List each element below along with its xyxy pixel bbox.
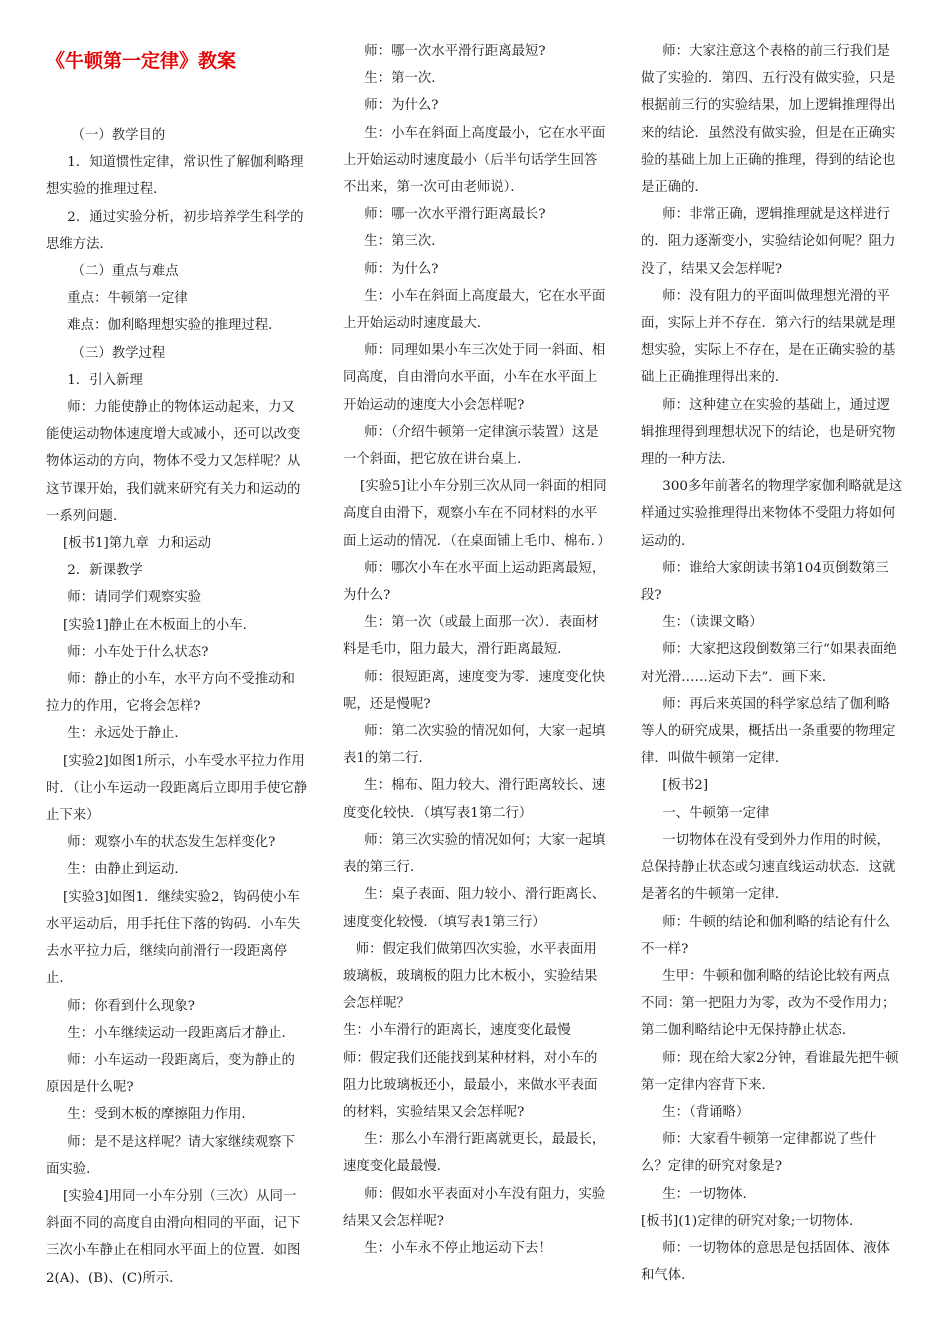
- paragraph: [板书](1)定律的研究对象;一切物体．: [641, 1213, 863, 1229]
- paragraph: 1．引入新理: [46, 372, 143, 388]
- paragraph: 一、牛顿第一定律: [641, 805, 770, 821]
- paragraph: 师：小车运动一段距离后，变为静止的原因是什么呢?: [46, 1052, 295, 1096]
- paragraph: 生：那么小车滑行距离就更长，最最长，速度变化最最慢．: [343, 1132, 606, 1175]
- page-title: 《牛顿第一定律》教案: [46, 50, 237, 72]
- paragraph: [实验3]如图1．继续实验2，钩码使小车水平运动后，用手托住下落的钩码．小车失去水平拉力后，继续向前滑行一段距离停止．: [46, 889, 301, 987]
- paragraph: 生：一切物体．: [641, 1186, 757, 1202]
- paragraph: 难点：伽利略理想实验的推理过程．: [46, 318, 282, 334]
- paragraph: 师：大家看牛顿第一定律都说了些什么？定律的研究对象是?: [641, 1132, 877, 1175]
- paragraph: 1．知道惯性定律，常识性了解伽利略理想实验的推理过程．: [46, 155, 304, 198]
- paragraph: 生：（背诵略）: [641, 1104, 750, 1120]
- paragraph: 师：哪一次水平滑行距离最长?: [343, 207, 546, 223]
- paragraph: 师：现在给大家2分钟，看谁最先把牛顿第一定律内容背下来．: [641, 1050, 899, 1093]
- paragraph: 生：小车继续运动一段距离后才静止．: [46, 1025, 295, 1041]
- paragraph: 师：你看到什么现象?: [46, 998, 195, 1014]
- paragraph: 师：同理如果小车三次处于同一斜面、相同高度，自由滑向水平面，小车在水平面上开始运动的速度大小会怎样呢?: [343, 343, 606, 413]
- paragraph: 师：为什么?: [343, 98, 439, 114]
- paragraph: 师：没有阻力的平面叫做理想光滑的平面，实际上并不存在．第六行的结果就是理想实验，实际上不存在，是在正确实验的基础上正确推理得出来的．: [641, 288, 896, 386]
- paragraph: 2．通过实验分析，初步培养学生科学的思维方法．: [46, 209, 304, 252]
- paragraph: 师：小车处于什么状态?: [46, 644, 209, 660]
- paragraph: 师：假如水平表面对小车没有阻力，实验结果又会怎样呢?: [343, 1186, 606, 1229]
- paragraph: （二）重点与难点: [46, 264, 179, 280]
- paragraph: 师：谁给大家朗读书第104页倒数第三段?: [641, 560, 889, 604]
- paragraph: 师：再后来英国的科学家总结了伽利略等人的研究成果，概括出一条重要的物理定律．叫做牛顿第一定律．: [641, 696, 896, 767]
- paragraph: 300多年前著名的物理学家伽利略就是这样通过实验推理得出来物体不受阻力将如何运动的．: [641, 479, 903, 549]
- paragraph: 生：第一次．: [343, 71, 445, 87]
- paragraph: 师：假定我们做第四次实验，水平表面用玻璃板，玻璃板的阻力比木板小，实验结果会怎样呢？: [343, 941, 598, 1012]
- paragraph: 师：观察小车的状态发生怎样变化?: [46, 835, 276, 851]
- paragraph: 生：桌子表面、阻力较小、滑行距离长、速度变化较慢．（填写表1第三行）: [343, 887, 606, 930]
- paragraph: 师：为什么?: [343, 261, 439, 277]
- paragraph: 师：力能使静止的物体运动起来，力又能使运动物体速度增大或减小，还可以改变物体运动的方向，物体不受力又怎样呢？从这节课开始，我们就来研究有关力和运动的一系列问题．: [46, 400, 301, 524]
- paragraph: 2．新课教学: [46, 563, 143, 579]
- paragraph: （三）教学过程: [46, 345, 166, 361]
- paragraph: 师：这种建立在实验的基础上，通过逻辑推理得到理想状况下的结论，也是研究物理的一种方法．: [641, 397, 896, 468]
- paragraph: 师：静止的小车，水平方向不受推动和拉力的作用，它将会怎样?: [46, 672, 295, 715]
- column-right: [641, 38, 903, 1289]
- paragraph: [实验1]静止在木板面上的小车．: [46, 617, 257, 633]
- paragraph: 师：大家注意这个表格的前三行我们是做了实验的．第四、五行没有做实验，只是根据前三行的实验结果，加上逻辑推理得出来的结论．虽然没有做实验，但是在正确实验的基础上加上正确的推理，得到的结论也是正确的．: [641, 44, 896, 196]
- paragraph: 生：第一次（或最上面那一次）．表面材料是毛巾，阻力最大，滑行距离最短．: [343, 615, 599, 658]
- paragraph: 一切物体在没有受到外力作用的时候，总保持静止状态或匀速直线运动状态．这就是著名的牛顿第一定律．: [641, 832, 896, 903]
- paragraph: 生：小车在斜面上高度最大，它在水平面上开始运动时速度最大．: [343, 288, 606, 332]
- paragraph: 师：非常正确，逻辑推理就是这样进行的．阻力逐渐变小，实验结论如何呢？阻力没了，结果又会怎样呢?: [641, 207, 896, 277]
- paragraph: 生：受到木板的摩擦阻力作用．: [46, 1107, 255, 1123]
- paragraph: 师：请同学们观察实验: [46, 590, 202, 606]
- paragraph: 生：第三次．: [343, 234, 445, 250]
- paragraph: 生：（读课文略）: [641, 615, 763, 631]
- paragraph: 师：是不是这样呢？请大家继续观察下面实验．: [46, 1134, 295, 1177]
- column-left-body: [46, 122, 308, 1292]
- paragraph: 生：小车滑行的距离长，速度变化最慢: [343, 1023, 571, 1039]
- paragraph: 师：哪次小车在水平面上运动距离最短，为什么?: [343, 560, 606, 604]
- column-middle-body: [343, 38, 611, 1262]
- paragraph: 师：很短距离，速度变为零．速度变化快呢，还是慢呢?: [343, 669, 606, 712]
- paragraph: [板书1]第九章 力和运动: [46, 536, 212, 552]
- paragraph: 生：小车在斜面上高度最小，它在水平面上开始运动时速度最小（后半句话学生回答不出来，第一次可由老师说）．: [343, 125, 606, 196]
- paragraph: [实验2]如图1所示，小车受水平拉力作用时．（让小车运动一段距离后立即用手使它静止下来）: [46, 753, 308, 824]
- column-right-body: [641, 38, 903, 1289]
- paragraph: [实验4]用同一小车分别（三次）从同一斜面不同的高度自由滑向相同的平面，记下三次小车静止在相同水平面上的位置．如图2(A)、(B)、(C)所示．: [46, 1188, 301, 1286]
- paragraph: 生：永远处于静止．: [46, 726, 188, 742]
- column-left: [46, 38, 308, 1292]
- paragraph: 师：第三次实验的情况如何；大家一起填表的第三行．: [343, 832, 606, 876]
- paragraph: 重点：牛顿第一定律: [46, 291, 188, 307]
- paragraph: 师：第二次实验的情况如何，大家一起填表1的第二行．: [343, 724, 606, 767]
- paragraph: 生：棉布、阻力较大、滑行距离较长、速度变化较快．（填写表1第二行）: [343, 778, 606, 821]
- paragraph: 师：大家把这段倒数第三行“如果表面绝对光滑……运动下去”．画下来．: [641, 642, 897, 685]
- paragraph: 生：小车永不停止地运动下去！: [343, 1240, 552, 1256]
- paragraph: 生甲：牛顿和伽利略的结论比较有两点不同：第一把阻力为零，改为不受作用力；第二伽利略结论中无保持静止状态．: [641, 968, 896, 1039]
- paragraph: 师：一切物体的意思是包括固体、液体和气体．: [641, 1240, 890, 1284]
- paragraph: 师：假定我们还能找到某种材料，对小车的阻力比玻璃板还小，最最小，来做水平表面的材料，实验结果又会怎样呢?: [343, 1050, 598, 1120]
- paragraph: [板书2]: [641, 778, 709, 794]
- column-middle: [343, 38, 611, 1262]
- paragraph: 师：（介绍牛顿第一定律演示装置）这是一个斜面，把它放在讲台桌上．: [343, 424, 599, 468]
- paragraph: 师：哪一次水平滑行距离最短?: [343, 44, 546, 59]
- paragraph: 师：牛顿的结论和伽利略的结论有什么不一样?: [641, 914, 890, 957]
- paragraph: 生：由静止到运动．: [46, 862, 188, 878]
- paragraph: （一）教学目的: [46, 128, 166, 143]
- paragraph: [实验5]让小车分别三次从同一斜面的相同高度自由滑下，观察小车在不同材料的水平面上运动的情况．（在桌面铺上毛巾、棉布．）: [343, 479, 611, 549]
